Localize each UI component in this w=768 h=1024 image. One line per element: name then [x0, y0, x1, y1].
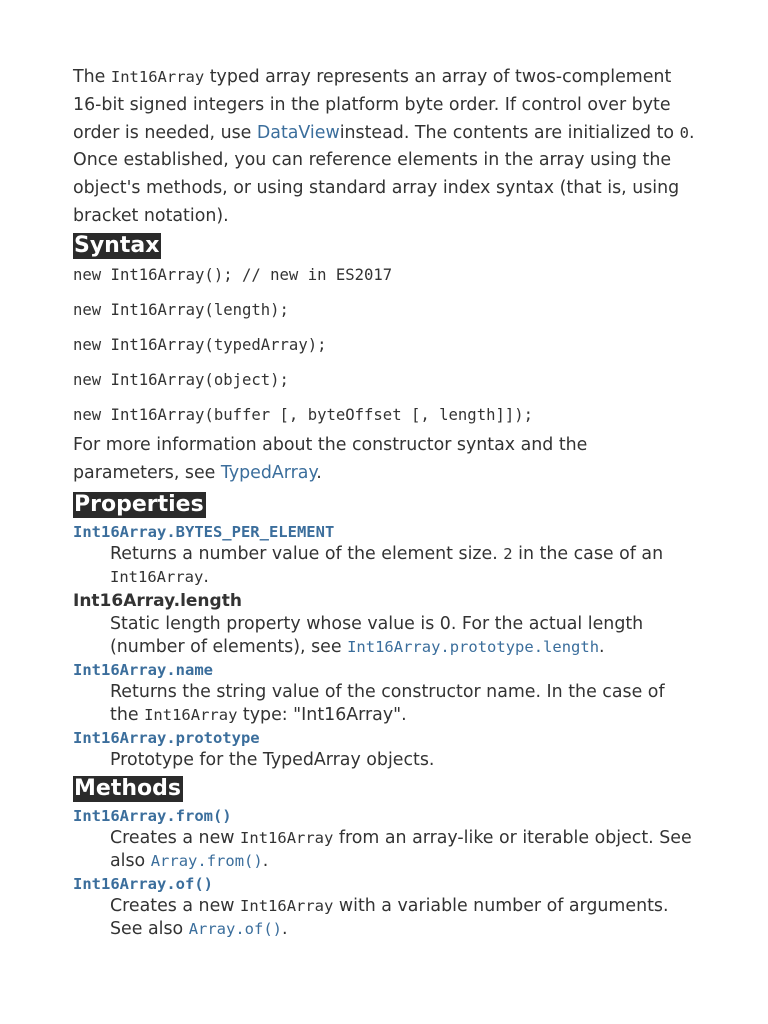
description-text: from an array-like or iterable object. See also	[110, 827, 692, 871]
property-term-length: Int16Array.length	[73, 590, 242, 611]
property-description	[110, 749, 698, 772]
methods-heading: Methods	[74, 775, 181, 801]
inline-code: 0	[679, 123, 689, 142]
method-description	[110, 895, 698, 941]
inline-code: Int16Array	[110, 567, 204, 586]
typedarray-link[interactable]: TypedArray	[220, 462, 317, 483]
method-term-from[interactable]: Int16Array.from()	[73, 806, 232, 825]
properties-heading: Properties	[74, 491, 204, 517]
methods-list	[73, 805, 698, 941]
syntax-line: new Int16Array(); // new in ES2017	[73, 265, 393, 284]
syntax-heading: Syntax	[74, 232, 160, 258]
intro-text: typed array represents an array of twos-complement 16-bit signed integers in the platform byte order. If control over byte order is needed, use	[73, 67, 672, 143]
description-text: Prototype for the TypedArray objects.	[110, 749, 435, 770]
property-term-bytes-per-element[interactable]: Int16Array.BYTES_PER_ELEMENT	[73, 522, 335, 541]
description-text: in the case of an	[512, 543, 664, 564]
description-text: .	[282, 918, 288, 939]
array-from-link[interactable]	[151, 851, 263, 871]
array-of-link[interactable]	[189, 919, 282, 939]
syntax-line: new Int16Array(length);	[73, 300, 289, 319]
link-code: Int16Array.prototype.length	[347, 637, 600, 656]
description-text: Returns the string value of the constructor name. In the case of the	[110, 681, 665, 725]
description-text: Creates a new	[110, 895, 241, 916]
inline-code: Int16Array	[144, 705, 238, 724]
syntax-line: new Int16Array(typedArray);	[73, 335, 327, 354]
description-text: .	[262, 850, 269, 871]
description-text: Static length property whose value is 0. For the actual length (number of elements), see	[110, 613, 644, 657]
intro-paragraph	[73, 64, 698, 231]
property-term-name[interactable]: Int16Array.name	[73, 660, 213, 679]
dataview-link[interactable]: DataView	[256, 122, 340, 143]
constructor-note	[73, 431, 698, 487]
description-text: type: "Int16Array".	[237, 704, 407, 725]
prototype-length-link[interactable]	[347, 637, 599, 657]
syntax-code-block	[73, 265, 698, 425]
inline-code: Int16Array	[240, 828, 334, 847]
note-text: .	[316, 462, 322, 483]
property-description	[110, 613, 698, 659]
property-description	[110, 543, 698, 589]
syntax-line: new Int16Array(buffer [, byteOffset [, length]]);	[73, 405, 534, 424]
description-text: with a variable number of arguments. See also	[110, 895, 669, 939]
property-term-prototype[interactable]: Int16Array.prototype	[73, 728, 260, 747]
intro-text: . Once established, you can reference elements in the array using the object's methods, or using standard array index syntax (that is, using bracket notation).	[73, 122, 695, 226]
description-text: Returns a number value of the element size.	[110, 543, 504, 564]
syntax-line: new Int16Array(object);	[73, 370, 289, 389]
method-description	[110, 827, 698, 873]
description-text: .	[599, 636, 605, 657]
property-description	[110, 681, 698, 727]
properties-list	[73, 521, 698, 772]
inline-code: Int16Array	[110, 68, 205, 86]
note-text: For more information about the constructor syntax and the parameters, see	[73, 434, 588, 483]
description-text: Creates a new	[110, 827, 241, 848]
document-page	[73, 64, 698, 941]
inline-code: Int16Array	[240, 896, 334, 915]
inline-code: 2	[503, 544, 513, 563]
description-text: .	[203, 566, 209, 587]
link-code: Array.of()	[188, 919, 283, 938]
method-term-of[interactable]: Int16Array.of()	[73, 874, 213, 893]
intro-text: instead. The contents are initialized to	[339, 122, 680, 143]
intro-text: The	[73, 67, 111, 87]
link-code: Array.from()	[150, 851, 263, 870]
